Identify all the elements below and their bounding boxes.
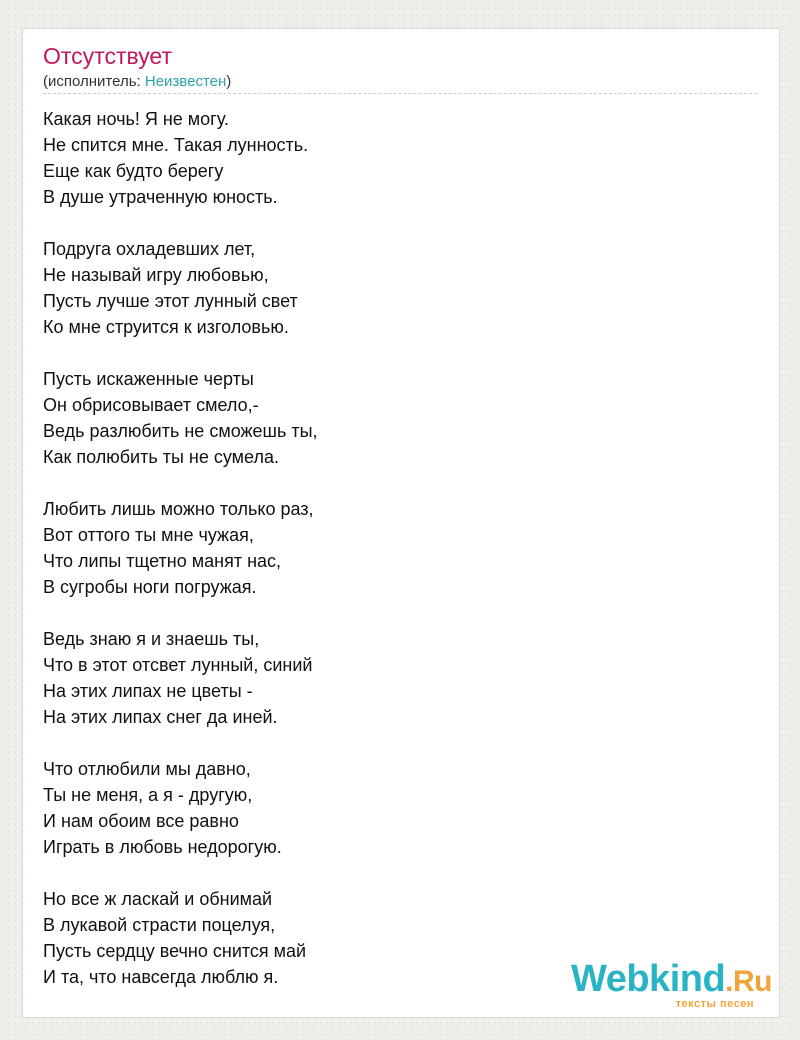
lyric-line: Не спится мне. Такая лунность. [43,135,309,155]
stanza [43,366,743,470]
lyric-line: В сугробы ноги погружая. [43,577,257,597]
lyric-line: Пусть лучше этот лунный свет [43,291,298,311]
logo-wordmark [571,960,772,1001]
lyric-line: Какая ночь! Я не могу. [43,109,229,129]
lyric-line: Он обрисовывает смело,- [43,395,259,415]
lyric-line: На этих липах снег да иней. [43,707,278,727]
lyric-line: Играть в любовь недорогую. [43,837,282,857]
logo-name: Webkind [571,958,726,1000]
lyric-line: Ко мне струится к изголовью. [43,317,289,337]
lyric-line: Что в этот отсвет лунный, синий [43,655,313,675]
lyric-line: На этих липах не цветы - [43,681,253,701]
artist-link[interactable]: Неизвестен [144,73,227,90]
lyric-line: И нам обоим все равно [43,811,239,831]
stanza [43,236,743,340]
lyric-line: Подруга охладевших лет, [43,239,256,259]
lyric-line: Что липы тщетно манят нас, [43,551,282,571]
artist-prefix: (исполнитель: [43,73,145,90]
lyric-line: В душе утраченную юность. [43,187,278,207]
lyrics-card [22,28,780,1018]
stanza [43,756,743,860]
lyric-line: Ты не меня, а я - другую, [43,785,253,805]
logo-tagline: тексты песен [675,998,754,1010]
lyric-line: Ведь знаю я и знаешь ты, [43,629,260,649]
stanza [43,496,743,600]
lyric-line: Пусть искаженные черты [43,369,254,389]
lyric-line: Но все ж ласкай и обнимай [43,889,273,909]
lyric-line: Что отлюбили мы давно, [43,759,251,779]
stanza [43,106,743,210]
artist-suffix: ) [226,73,232,90]
artist-line [43,73,231,91]
lyrics-text [43,106,743,990]
song-title: Отсутствует [43,43,172,69]
title-divider [43,93,757,94]
lyric-line: Вот оттого ты мне чужая, [43,525,254,545]
lyric-line: Не называй игру любовью, [43,265,269,285]
lyric-line: Еще как будто берегу [43,161,224,181]
lyric-line: Как полюбить ты не сумела. [43,447,279,467]
lyric-line: И та, что навсегда люблю я. [43,967,279,987]
site-logo[interactable] [571,960,772,1010]
stanza [43,626,743,730]
lyric-line: Пусть сердцу вечно снится май [43,941,307,961]
lyric-line: Ведь разлюбить не сможешь ты, [43,421,318,441]
logo-tld: .Ru [725,965,772,998]
lyric-line: В лукавой страсти поцелуя, [43,915,276,935]
lyric-line: Любить лишь можно только раз, [43,499,314,519]
